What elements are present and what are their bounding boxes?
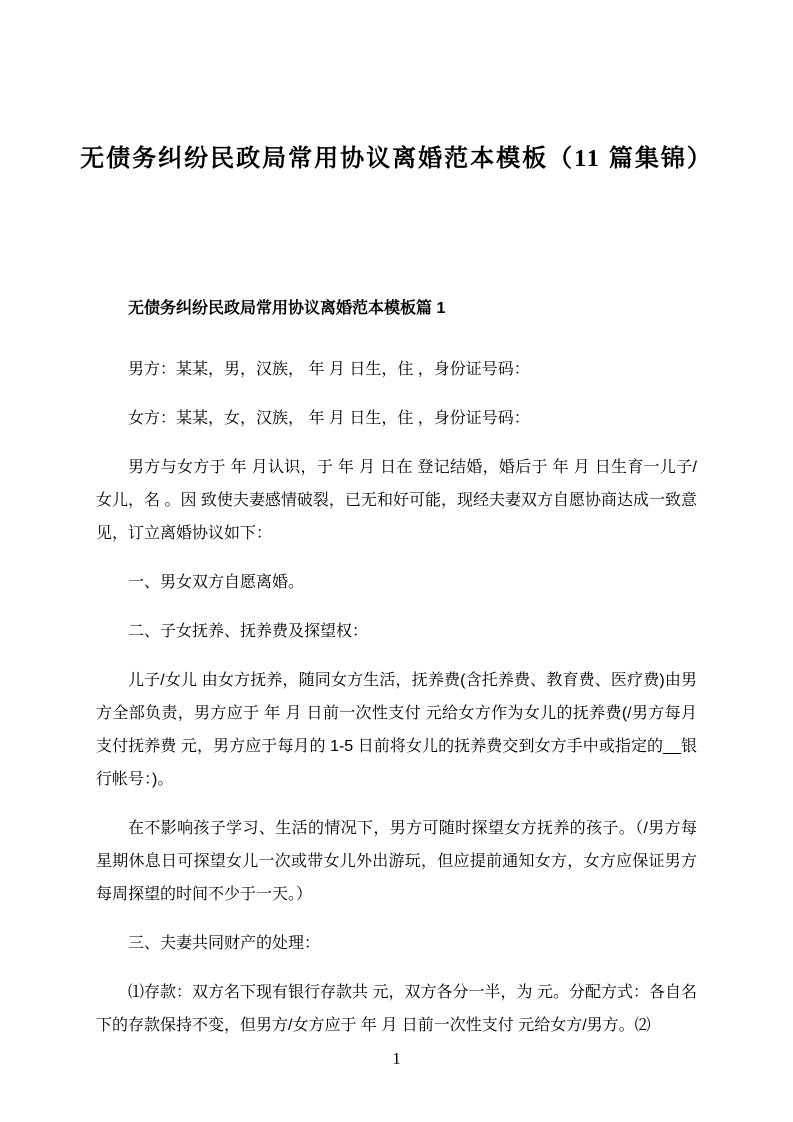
paragraph-marriage-background: 男方与女方于 年 月认识，于 年 月 日在 登记结婚，婚后于 年 月 日生育一儿子/女儿，名 。因 致使夫妻感情破裂，已无和好可能，现经夫妻双方自愿协商达成一致意见，订立离婚协议如下：	[96, 459, 697, 542]
paragraph-deposit-division: ⑴存款：双方名下现有银行存款共 元，双方各分一半，为 元。分配方式：各自名下的存款保持不变，但男方/女方应于 年 月 日前一次性支付 元给女方/男方。⑵	[96, 984, 697, 1034]
paragraph-visitation-rights: 在不影响孩子学习、生活的情况下，男方可随时探望女方抚养的孩子。（/男方每星期休息日可探望女儿一次或带女儿外出游玩，但应提前通知女方，女方应保证男方每周探望的时间不少于一天。）	[96, 820, 697, 903]
document-body	[0, 292, 793, 1042]
document-title: 无债务纠纷民政局常用协议离婚范本模板（11 篇集锦）	[80, 146, 713, 172]
section-heading: 无债务纠纷民政局常用协议离婚范本模板篇 1	[128, 300, 446, 317]
paragraph-custody-support-details: 儿子/女儿 由女方抚养，随同女方生活，抚养费(含托养费、教育费、医疗费)由男方全部负责，男方应于 年 月 日前一次性支付 元给女方作为女儿的抚养费(/男方每月支付抚养费 元，男方应于每月的 1-5 日前将女儿的抚养费交到女方手中或指定的__银行帐号：)。	[96, 672, 697, 788]
paragraph-husband-info: 男方：某某，男，汉族， 年 月 日生，住 ，身份证号码：	[128, 361, 530, 378]
clause-1-voluntary-divorce: 一、男女双方自愿离婚。	[128, 574, 305, 591]
page-number: 1	[392, 1049, 401, 1068]
clause-2-child-custody-heading: 二、子女抚养、抚养费及探望权：	[128, 623, 369, 640]
paragraph-wife-info: 女方：某某，女，汉族， 年 月 日生，住 ，身份证号码：	[128, 410, 530, 427]
clause-3-property-heading: 三、夫妻共同财产的处理：	[128, 935, 321, 952]
